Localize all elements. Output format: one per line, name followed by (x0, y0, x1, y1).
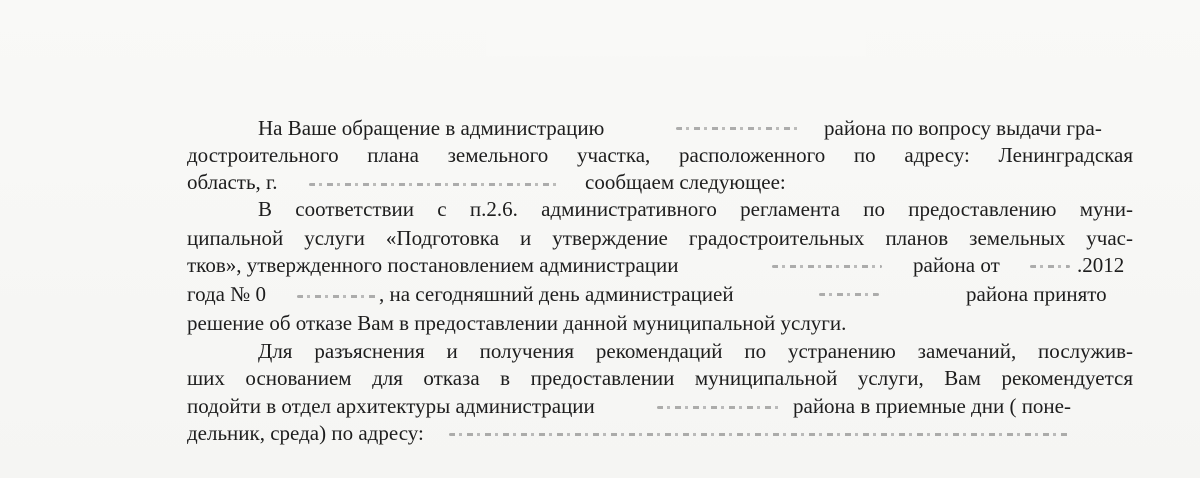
redaction-mark (657, 406, 782, 409)
p2-line3-part-c: .2012 (1077, 253, 1125, 277)
p3-line2: ших основанием для отказа в предоставлении муниципальной услуги, Вам рекомендуется (187, 366, 1133, 390)
p3-line4-part-a: дельник, среда) по адресу: (187, 421, 424, 445)
p2-line4-part-a: года № 0 (187, 282, 267, 306)
p2-line3-part-b: района от (913, 253, 1000, 277)
p3-line3-part-a: подойти в отдел архитектуры администрации (187, 394, 595, 418)
redaction-mark (819, 293, 879, 296)
p1-line2: достроительного плана земельного участка, расположенного по адресу: Ленинградская (187, 143, 1133, 167)
redaction-mark (772, 265, 882, 268)
redaction-mark (676, 127, 801, 130)
p1-line1-part-b: района по вопросу выдачи гра- (824, 116, 1102, 140)
redaction-mark (1030, 265, 1070, 268)
p3-line3-part-b: района в приемные дни ( поне- (793, 394, 1071, 418)
p2-line3-part-a: тков», утвержденного постановлением администрации (187, 253, 679, 277)
redaction-mark (309, 183, 559, 186)
p2-line2: ципальной услуги «Подготовка и утверждение градостроительных планов земельных учас- (187, 226, 1133, 250)
p3-line1: Для разъяснения и получения рекомендаций по устранению замечаний, послужив- (258, 339, 1133, 363)
p1-line3-part-a: область, г. (187, 170, 278, 194)
greeting-heading (486, 22, 866, 62)
p1-line1-part-a: На Ваше обращение в администрацию (258, 116, 605, 140)
p2-line1: В соответствии с п.2.6. административного регламента по предоставлению муни- (258, 197, 1133, 221)
redaction-mark (449, 433, 1069, 436)
p2-line4-part-b: , на сегодняшний день администрацией (379, 282, 734, 306)
p2-line5: решение об отказе Вам в предоставлении данной муниципальной услуги. (187, 311, 847, 335)
redaction-mark (297, 295, 377, 298)
p2-line4-part-c: района принято (966, 282, 1107, 306)
p1-line3-part-b: сообщаем следующее: (585, 170, 786, 194)
greeting-crop-top (486, 22, 866, 56)
